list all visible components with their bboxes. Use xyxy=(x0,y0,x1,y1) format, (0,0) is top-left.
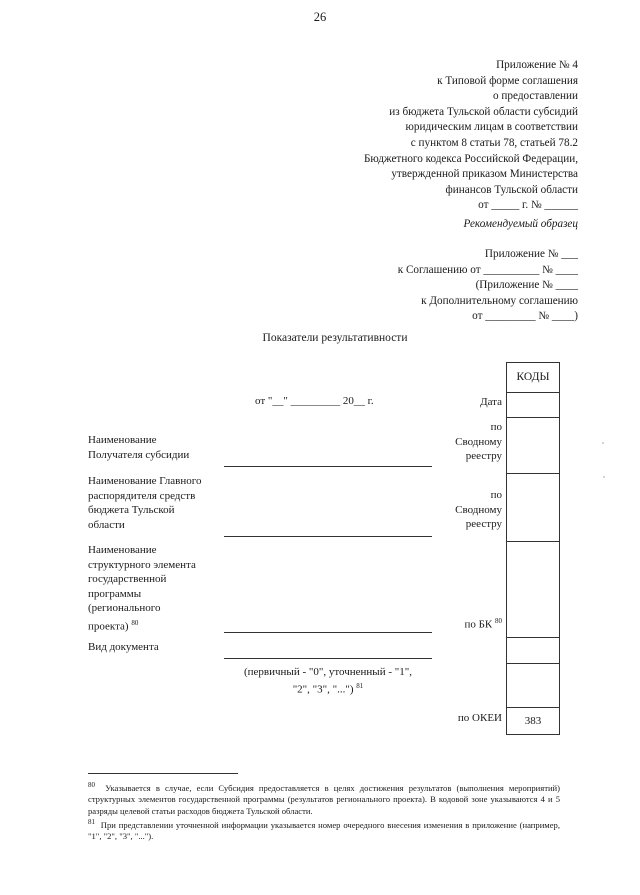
appendix-line: Бюджетного кодекса Российской Федерации, xyxy=(363,152,578,165)
footnote-81 xyxy=(88,817,560,843)
document-type-label: Вид документа xyxy=(88,641,159,653)
doc-type-options-text: "2", "3", "...") xyxy=(292,683,354,696)
doc-type-options-line: (первичный - "0", уточненный - "1", xyxy=(244,666,412,678)
budget-code-cell[interactable] xyxy=(507,542,559,638)
agreement-line: (Приложение № ____ xyxy=(475,279,578,292)
appendix-line: утвержденной приказом Министерства xyxy=(391,168,578,181)
structural-label-text: проекта) xyxy=(88,620,129,633)
recipient-label xyxy=(88,433,228,462)
manager-code-cell[interactable] xyxy=(507,474,559,542)
date-code-label: Дата xyxy=(480,396,502,408)
code-label-line: по xyxy=(490,489,502,501)
agreement-reference xyxy=(398,247,578,325)
appendix-line: юридическим лицам в соответствии xyxy=(405,121,578,134)
agreement-line: к Соглашению от __________ № ____ xyxy=(397,263,578,276)
structural-label-line: Наименование xyxy=(88,544,157,556)
structural-label-line: программы xyxy=(88,587,142,600)
recipient-label-line: Наименование xyxy=(88,434,157,446)
document-type-fill-line[interactable] xyxy=(224,658,432,659)
appendix-line: к Типовой форме соглашения xyxy=(437,74,578,87)
structural-element-fill-line[interactable] xyxy=(224,632,432,633)
footnote-ref-80: 80 xyxy=(131,618,139,627)
date-code-cell[interactable] xyxy=(507,393,559,418)
appendix-line: с пунктом 8 статьи 78, статьей 78.2 xyxy=(410,136,578,149)
recommended-sample-label: Рекомендуемый образец xyxy=(463,218,578,230)
doc-type-options-line xyxy=(228,679,428,697)
manager-label-line: области xyxy=(88,518,125,531)
date-line: от "__" _________ 20__ г. xyxy=(255,395,374,407)
document-title: Показатели результативности xyxy=(262,332,408,344)
footnote-ref-81: 81 xyxy=(356,682,364,690)
appendix-header xyxy=(364,58,578,214)
code-label-line: реестру xyxy=(465,518,502,531)
budget-code-label xyxy=(464,614,502,632)
document-type-code-cell[interactable] xyxy=(507,638,559,664)
footnote-80 xyxy=(88,780,560,817)
footnote-separator xyxy=(88,773,238,774)
structural-label-line: структурного элемента xyxy=(88,558,196,571)
scan-speck xyxy=(603,476,605,478)
manager-label-line: распорядителя средств xyxy=(88,489,196,502)
agreement-line: Приложение № ___ xyxy=(484,248,578,260)
appendix-line: из бюджета Тульской области субсидий xyxy=(389,105,578,118)
scan-speck xyxy=(602,442,604,444)
recipient-label-line: Получателя субсидии xyxy=(88,448,190,461)
code-label-line: по xyxy=(490,421,502,433)
manager-code-label xyxy=(455,488,502,532)
footnote-text: При представлении уточненной информации указывается номер очередного внесения изменения в приложение (например, "1", "2", "3", "..."). xyxy=(88,819,560,842)
okei-code-cell: 383 xyxy=(524,715,542,727)
appendix-line: Приложение № 4 xyxy=(496,59,578,71)
empty-code-cell xyxy=(507,664,559,708)
code-label-line: Сводному xyxy=(455,435,502,448)
budget-code-text: по БК xyxy=(464,618,493,631)
structural-label-line xyxy=(88,616,228,634)
structural-label-line: (регионального xyxy=(88,602,161,614)
recipient-fill-line[interactable] xyxy=(224,466,432,467)
codes-column xyxy=(506,362,560,735)
agreement-line: от _________ № ____) xyxy=(472,310,578,323)
footnote-number: 80 xyxy=(88,781,95,789)
footnote-ref-80: 80 xyxy=(495,617,502,625)
footnote-number: 81 xyxy=(88,818,95,826)
footnote-text: Указывается в случае, если Субсидия предоставляется в целях достижения результатов (выполнения мероприятий) структурных элементов государственной программы (результатов регионального проекта). В кодовой зоне указываются 4 и 5 разряды целевой статьи расходов бюджета Тульской области. xyxy=(88,782,561,816)
document-type-options xyxy=(228,665,428,697)
manager-fill-line[interactable] xyxy=(224,536,432,537)
codes-header: КОДЫ xyxy=(507,363,559,393)
appendix-line: о предоставлении xyxy=(493,90,578,103)
manager-label xyxy=(88,474,228,532)
structural-label-line: государственной xyxy=(88,573,167,585)
recipient-code-label xyxy=(455,420,502,464)
code-label-line: реестру xyxy=(465,450,502,463)
manager-label-line: Наименование Главного xyxy=(88,475,202,487)
code-label-line: Сводному xyxy=(455,503,502,516)
page-number: 26 xyxy=(313,10,327,24)
structural-element-label xyxy=(88,543,228,634)
appendix-line: от _____ г. № ______ xyxy=(478,199,578,212)
manager-label-line: бюджета Тульской xyxy=(88,504,175,516)
okei-label: по ОКЕИ xyxy=(457,712,502,724)
appendix-line: финансов Тульской области xyxy=(445,183,578,196)
agreement-line: к Дополнительному соглашению xyxy=(421,294,578,307)
recipient-code-cell[interactable] xyxy=(507,418,559,474)
